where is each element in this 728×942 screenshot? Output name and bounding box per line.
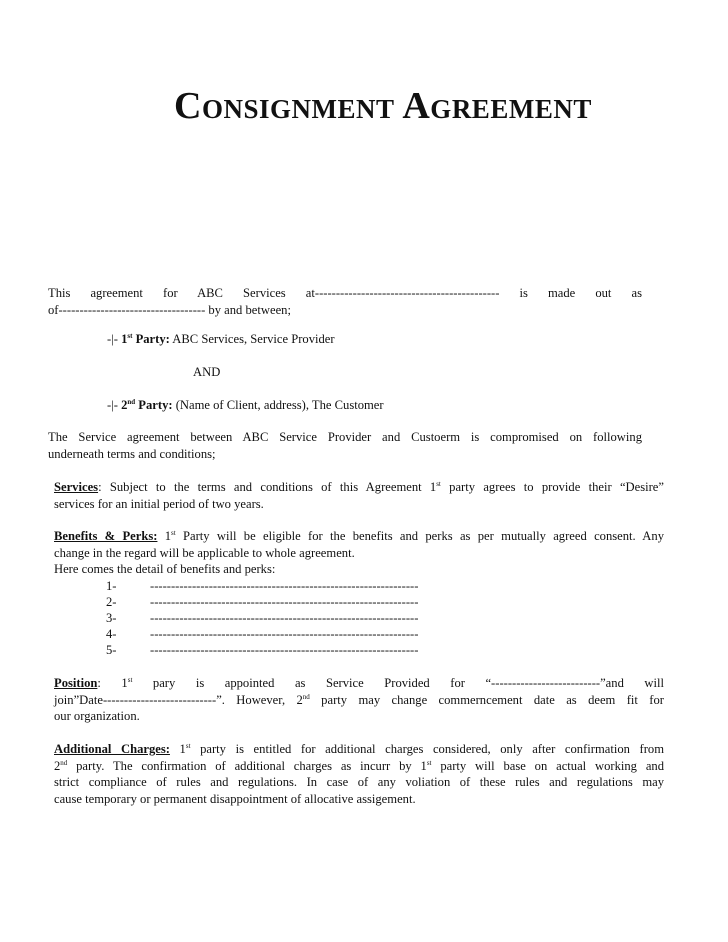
- party-2-label: Party:: [135, 398, 173, 412]
- party-2-ordinal: 2: [121, 398, 128, 412]
- additional-line-4: cause temporary or permanent disappointment of allocative assigement.: [54, 791, 416, 806]
- additional-text-c: 2: [54, 758, 61, 773]
- party-2-value: (Name of Client, address), The Customer: [172, 398, 384, 412]
- additional-heading: Additional Charges:: [54, 742, 170, 756]
- list-item-blank: ----------------------------------------------------------------: [150, 643, 419, 657]
- position-line-3: our organization.: [54, 709, 140, 723]
- additional-text-a: 1: [169, 742, 186, 756]
- services-line-2: services for an initial period of two years.: [54, 496, 264, 511]
- party-2-prefix: -|-: [107, 398, 122, 412]
- benefits-heading: Benefits & Perks:: [54, 529, 158, 543]
- list-item-blank: ----------------------------------------------------------------: [150, 579, 419, 593]
- party-1-value: ABC Services, Service Provider: [169, 332, 335, 346]
- benefits-text-a: 1: [157, 529, 172, 543]
- services-section: [54, 479, 664, 512]
- intro-paragraph: [48, 285, 642, 318]
- benefits-line-1: [54, 528, 664, 545]
- services-sup: st: [436, 480, 441, 488]
- party-2-line: [107, 397, 384, 414]
- list-item: [106, 626, 418, 643]
- services-line-1: [54, 479, 664, 496]
- party-1-prefix: -|-: [107, 332, 122, 346]
- list-item-number: 4-: [106, 627, 117, 641]
- additional-line-2: [54, 758, 664, 775]
- services-text-b: party agrees to provide their “Desire”: [440, 480, 664, 494]
- position-text-b: pary is appointed as Service Provided for “--------------------------”and will: [132, 676, 664, 690]
- intro-line-1: This agreement for ABC Services at-------------------------------------------- is made out as: [48, 286, 642, 300]
- list-item-number: 3-: [106, 611, 117, 625]
- party-1-ordinal-suffix: st: [127, 332, 133, 340]
- benefits-text-b: Party will be eligible for the benefits and perks as per mutually agreed consent. Any: [175, 529, 664, 543]
- benefits-sup: st: [171, 529, 176, 537]
- benefits-section: [54, 528, 664, 578]
- additional-charges-section: [54, 741, 664, 807]
- list-item: [106, 642, 418, 659]
- party-1-line: [107, 331, 335, 348]
- list-item: [106, 578, 418, 595]
- preamble-line-1: The Service agreement between ABC Service Provider and Custoerm is compromised on following: [48, 430, 642, 444]
- list-item-number: 5-: [106, 643, 117, 657]
- additional-text-b: party is entitled for additional charges considered, only after confirmation from: [190, 742, 664, 756]
- party-1-label: Party:: [132, 332, 170, 346]
- list-item-blank: ----------------------------------------------------------------: [150, 595, 419, 609]
- and-text: AND: [193, 365, 221, 379]
- additional-sup-1: st: [185, 742, 191, 750]
- list-item: [106, 594, 418, 611]
- additional-sup-2: nd: [60, 758, 68, 767]
- position-text-d: party may change commerncement date as deem fit for: [309, 692, 664, 707]
- position-text-a: : 1: [97, 676, 128, 690]
- list-item-number: 2-: [106, 595, 117, 609]
- position-sup-2: nd: [302, 692, 310, 701]
- additional-text-d: party. The confirmation of additional charges as incurr by 1: [67, 758, 427, 773]
- position-section: [54, 675, 664, 725]
- party-2-ordinal-suffix: nd: [127, 398, 136, 406]
- position-text-c: join”Date---------------------------”. However, 2: [54, 692, 303, 707]
- preamble-paragraph: [48, 429, 642, 462]
- document-title: Consignment Agreement: [174, 85, 592, 127]
- party-1-ordinal: 1: [121, 332, 128, 346]
- services-heading: Services: [54, 480, 99, 494]
- list-item-blank: ----------------------------------------------------------------: [150, 627, 419, 641]
- intro-line-2: of----------------------------------- by and between;: [48, 302, 291, 317]
- preamble-line-2: underneath terms and conditions;: [48, 446, 216, 461]
- list-item: [106, 610, 418, 627]
- position-sup-1: st: [127, 676, 133, 684]
- benefits-line-2: change in the regard will be applicable to whole agreement.: [54, 545, 355, 560]
- position-line-1: [54, 675, 664, 692]
- list-item-number: 1-: [106, 579, 117, 593]
- benefits-line-3: Here comes the detail of benefits and perks:: [54, 562, 276, 576]
- additional-text-e: party will base on actual working and: [431, 758, 665, 773]
- position-heading: Position: [54, 676, 98, 690]
- additional-sup-3: st: [426, 758, 432, 767]
- position-line-2: [54, 692, 664, 709]
- additional-line-3: strict compliance of rules and regulations. In case of any voliation of these rules and regulations may: [54, 775, 664, 789]
- list-item-blank: ----------------------------------------------------------------: [150, 611, 419, 625]
- services-text-a: : Subject to the terms and conditions of this Agreement 1: [98, 480, 437, 494]
- additional-line-1: [54, 741, 664, 758]
